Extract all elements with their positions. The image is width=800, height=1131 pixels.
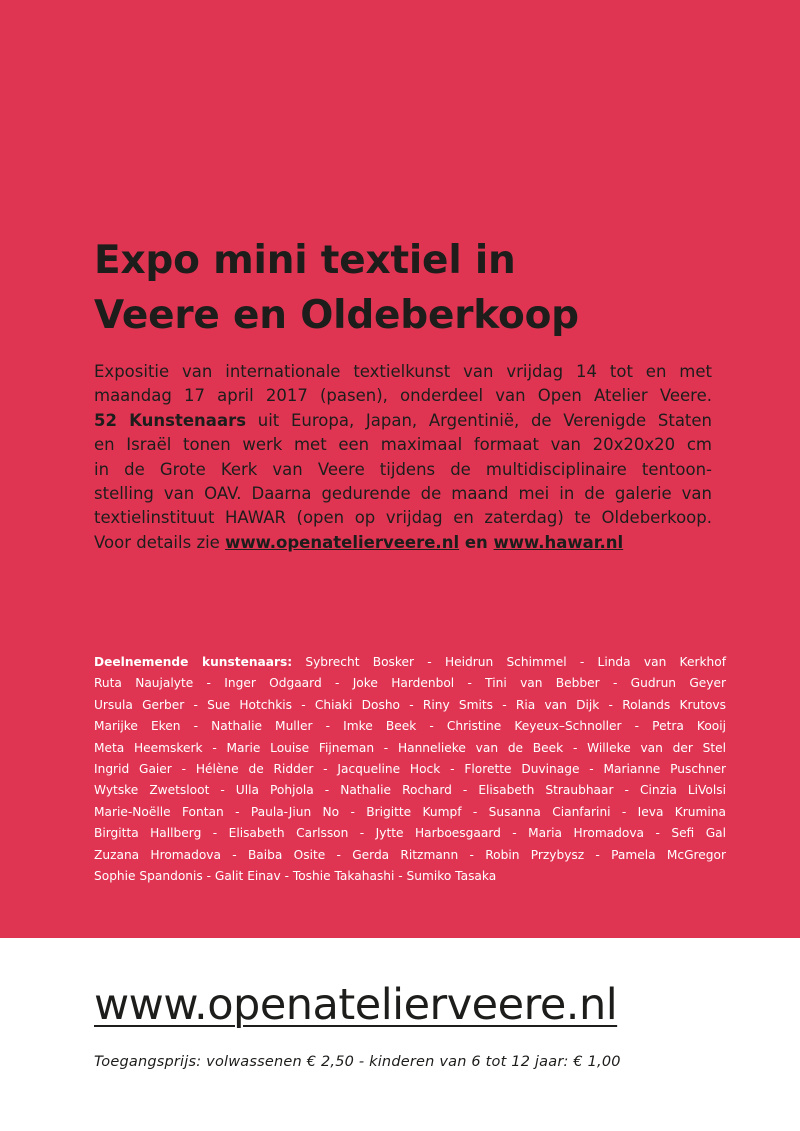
- artists-line: [94, 652, 726, 673]
- details-prefix: Voor details zie: [94, 532, 226, 552]
- title-line-1: Expo mini textiel in: [94, 238, 516, 283]
- intro-line: en Israël tonen werk met een maximaal formaat van 20x20x20 cm: [94, 435, 712, 455]
- artists-list: [94, 652, 726, 887]
- artists-line: Ursula Gerber - Sue Hotchkis - Chiaki Dosho - Riny Smits - Ria van Dijk - Rolands Krutovs: [94, 697, 726, 712]
- artists-label: Deelnemende kunstenaars:: [94, 655, 293, 669]
- artists-line: Ingrid Gaier - Hélène de Ridder - Jacqueline Hock - Florette Duvinage - Marianne Puschner: [94, 762, 726, 777]
- details-line: [94, 531, 712, 555]
- title-line-2: Veere en Oldeberkoop: [94, 293, 579, 338]
- artists-line: Sophie Spandonis - Galit Einav - Toshie Takahashi - Sumiko Tasaka: [94, 869, 497, 884]
- artists-line: Zuzana Hromadova - Baiba Osite - Gerda Ritzmann - Robin Przybysz - Pamela McGregor: [94, 847, 726, 862]
- openatelierveere-link[interactable]: www.openatelierveere.nl: [225, 532, 460, 552]
- artists-line: Marijke Eken - Nathalie Muller - Imke Beek - Christine Keyeux–Schnoller - Petra Kooij: [94, 719, 726, 734]
- intro-line: textielinstituut HAWAR (open op vrijdag en zaterdag) te Oldeberkoop.: [94, 508, 712, 528]
- page-title: [94, 233, 774, 343]
- artists-line: Marie-Noëlle Fontan - Paula-Jiun No - Brigitte Kumpf - Susanna Cianfarini - Ieva Krumina: [94, 804, 726, 819]
- artists-line: Ruta Naujalyte - Inger Odgaard - Joke Hardenbol - Tini van Bebber - Gudrun Geyer: [94, 676, 726, 691]
- intro-paragraph: [94, 360, 712, 555]
- artists-line: Birgitta Hallberg - Elisabeth Carlsson - Jytte Harboesgaard - Maria Hromadova - Sefi Gal: [94, 826, 726, 841]
- artists-line: Meta Heemskerk - Marie Louise Fijneman - Hannelieke van de Beek - Willeke van der Stel: [94, 740, 726, 755]
- artist-count: 52 Kunstenaars: [94, 410, 247, 430]
- admission-prices: Toegangsprijs: volwassenen € 2,50 - kinderen van 6 tot 12 jaar: € 1,00: [94, 1054, 621, 1070]
- intro-line: maandag 17 april 2017 (pasen), onderdeel van Open Atelier Veere.: [94, 386, 712, 406]
- artists-names: Sybrecht Bosker - Heidrun Schimmel - Linda van Kerkhof: [292, 655, 726, 669]
- hawar-link[interactable]: www.hawar.nl: [493, 532, 624, 552]
- details-and: en: [459, 532, 494, 552]
- intro-line: [94, 409, 712, 433]
- intro-line-text: uit Europa, Japan, Argentinië, de Verenigde Staten: [246, 410, 713, 430]
- intro-line: in de Grote Kerk van Veere tijdens de multidisciplinaire tentoon-: [94, 459, 712, 479]
- intro-line: stelling van OAV. Daarna gedurende de maand mei in de galerie van: [94, 484, 712, 504]
- artists-line: Wytske Zwetsloot - Ulla Pohjola - Nathalie Rochard - Elisabeth Straubhaar - Cinzia LiVolsi: [94, 783, 726, 798]
- intro-line: Expositie van internationale textielkunst van vrijdag 14 tot en met: [94, 362, 712, 381]
- footer-url[interactable]: www.openatelierveere.nl: [94, 980, 618, 1030]
